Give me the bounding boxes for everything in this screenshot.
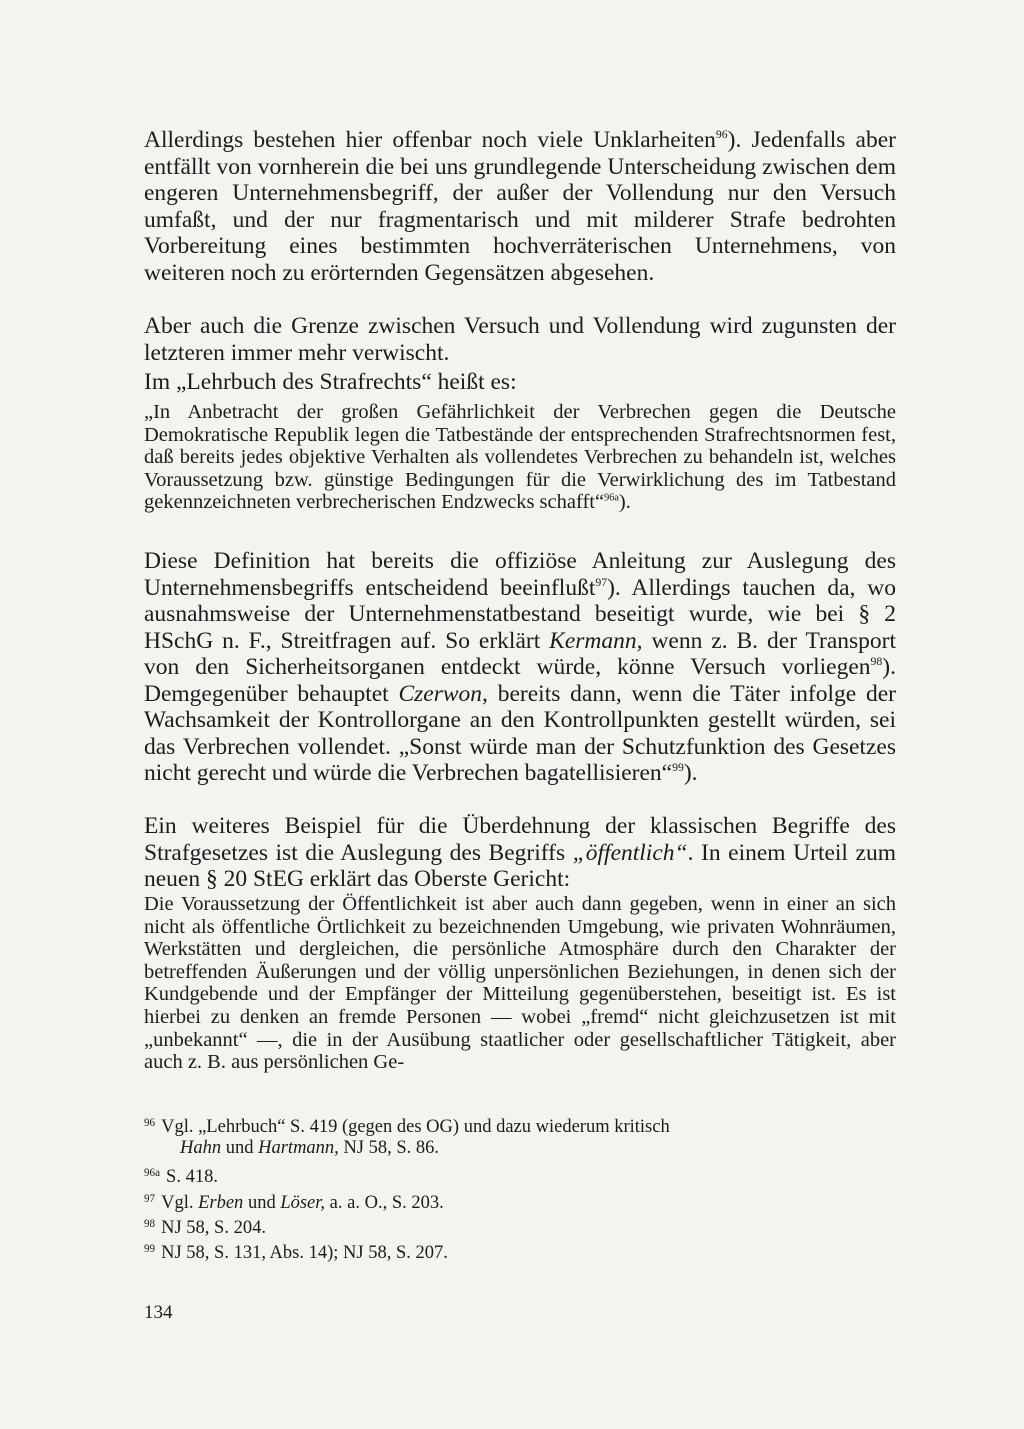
- paragraph-1-text-cont: ). Jedenfalls aber entfällt von vornherein die bei uns grundlegende Unterscheidung zwischen dem engeren Unternehmensbegriff, der außer der Vollendung nur den Versuch umfaßt, und der nur fragmentarisch und mit milderer Strafe bedrohten Vorbereitung eines bestimmten hochverräterischen Unternehmens, von weiteren noch zu erörternden Gegensätzen abgesehen.: [144, 127, 896, 286]
- footnote-97-text: Vgl.: [161, 1193, 199, 1214]
- paragraph-5-text-b: . In einem Urteil zum neuen § 20 StEG erklärt das Oberste Gericht:: [144, 839, 896, 892]
- footnote-96a: [144, 1163, 896, 1188]
- author-hahn: Hahn: [180, 1138, 222, 1159]
- paragraph-1: [144, 127, 896, 286]
- footnote-96a-text: S. 418.: [166, 1167, 218, 1188]
- paragraph-4-text-b: ). Allerdings tauchen da, wo ausnahmsweise der Unternehmenstatbestand beseitigt wurde, wie bei § 2 HSchG n. F., Streitfragen auf. So erklärt: [144, 574, 896, 654]
- paragraph-4-text-d: ). Demgegenüber behauptet: [144, 654, 896, 707]
- author-erben: Erben: [198, 1193, 244, 1214]
- footnote-97-mark: 97: [144, 1193, 156, 1205]
- footnote-97: [144, 1189, 896, 1214]
- footnote-ref-99[interactable]: 99: [672, 761, 684, 775]
- footnote-98: [144, 1214, 896, 1239]
- footnote-98-mark: 98: [144, 1218, 156, 1230]
- quotation-lehrbuch-text: „In Anbetracht der großen Gefährlichkeit der Verbrechen gegen die Deutsche Demokratische Republik legen die Tatbestände der entsprechenden Strafrechtsnormen fest, daß bereits jedes objektive Verhalten als vollendetes Verbrechen zu behandeln ist, welches Voraussetzung bzw. günstige Bedingungen für die Verwirklichung des im Tatbestand gekennzeichneten verbrecherischen Endzwecks schafft“: [144, 401, 896, 514]
- footnote-99-mark: 99: [144, 1243, 156, 1255]
- footnote-ref-97[interactable]: 97: [595, 575, 608, 589]
- footnote-ref-96[interactable]: 96: [715, 128, 728, 142]
- paragraph-1-text: Allerdings bestehen hier offenbar noch viele Unklarheiten: [144, 127, 716, 153]
- footnote-96-continuation: [144, 1138, 896, 1159]
- quotation-urteil-text: Die Voraussetzung der Öffentlichkeit ist aber auch dann gegeben, wenn in einer an sich nicht als öffentliche Örtlichkeit zu bezeichnenden Umgebung, wie privaten Wohnräumen, Werkstätten und dergleichen, die persönliche Atmosphäre durch den Charakter der betreffenden Äußerungen und der völlig unpersönlichen Beziehungen, in denen sich der Kundgebende und der Empfänger der Mitteilung gegenüberstehen, beseitigt ist. Es ist hierbei zu denken an fremde Personen — wobei „fremd“ nicht gleichzusetzen ist mit „unbekannt“ —, die in der Ausübung staatlicher oder gesellschaftlicher Tätigkeit, aber auch z. B. aus persönlichen Ge-: [144, 893, 896, 1074]
- footnote-99: [144, 1239, 896, 1264]
- quotation-lehrbuch: [144, 401, 896, 514]
- footnote-96-mark: 96: [144, 1117, 156, 1129]
- footnote-97-source: a. a. O., S. 203.: [325, 1193, 444, 1214]
- author-loeser: Löser,: [280, 1193, 326, 1214]
- paragraph-4-text-c: wenn z. B. der Transport von den Sicherheitsorganen entdeckt würde, könne Versuch vorliegen: [144, 627, 896, 680]
- paragraph-5-text: Ein weiteres Beispiel für die Überdehnung der klassischen Begriffe des Strafgesetzes ist die Auslegung des Begriffs: [144, 813, 896, 866]
- quotation-urteil: [144, 893, 896, 1074]
- footnote-96: [144, 1113, 896, 1159]
- paragraph-3-text: Im „Lehrbuch des Strafrechts“ heißt es:: [144, 369, 517, 395]
- paragraph-4-text-e: bereits dann, wenn die Täter infolge der Wachsamkeit der Kontrollorgane an den Kontrollpunkten gestellt würden, sei das Verbrechen vollendet. „Sonst würde man der Schutzfunktion des Gesetzes nicht gerecht und würde die Verbrechen bagatellisieren“: [144, 680, 896, 786]
- author-czerwon: Czerwon,: [398, 680, 488, 707]
- author-kermann: Kermann,: [549, 627, 643, 654]
- paragraph-2-text: Aber auch die Grenze zwischen Versuch und Vollendung wird zugunsten der letzteren immer mehr verwischt.: [144, 313, 896, 366]
- footnote-96-source: NJ 58, S. 86.: [338, 1138, 440, 1159]
- paragraph-3: [144, 369, 896, 396]
- footnote-98-text: NJ 58, S. 204.: [161, 1218, 266, 1239]
- footnote-96a-mark: 96a: [144, 1167, 161, 1179]
- paragraph-2: [144, 313, 896, 366]
- paragraph-5: [144, 813, 896, 893]
- footnote-96-text: Vgl. „Lehrbuch“ S. 419 (gegen des OG) und dazu wiederum kritisch: [161, 1117, 670, 1138]
- paragraph-4-text: Diese Definition hat bereits die offiziöse Anleitung zur Auslegung des Unternehmensbegriffs entscheidend beeinflußt: [144, 548, 896, 601]
- quotation-lehrbuch-close: ).: [618, 491, 631, 514]
- author-hartmann: Hartmann,: [258, 1138, 339, 1159]
- paragraph-4: [144, 548, 896, 787]
- footnote-ref-96a[interactable]: 96a: [604, 492, 619, 504]
- paragraph-4-text-f: ).: [683, 760, 698, 786]
- term-oeffentlich: „öffentlich“: [572, 839, 688, 866]
- footnote-ref-98[interactable]: 98: [870, 655, 883, 669]
- footnote-99-text: NJ 58, S. 131, Abs. 14); NJ 58, S. 207.: [161, 1243, 448, 1264]
- footnote-97-and: und: [243, 1193, 281, 1214]
- page-number: 134: [144, 1302, 173, 1323]
- footnote-96-and: und: [221, 1138, 259, 1159]
